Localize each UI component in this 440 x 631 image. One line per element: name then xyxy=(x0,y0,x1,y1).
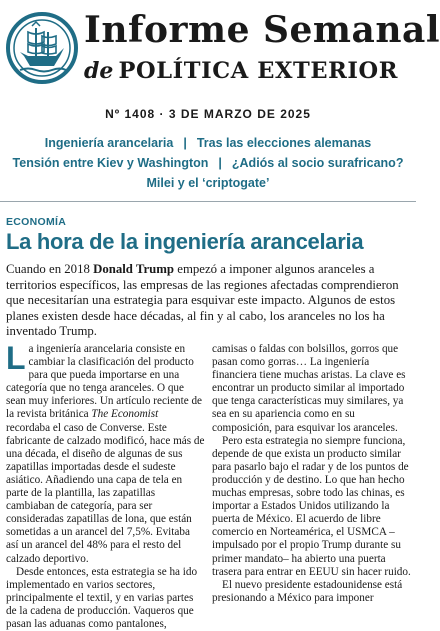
lead-text: Cuando en 2018 xyxy=(6,262,94,276)
masthead-title: Informe Semanal xyxy=(84,9,440,51)
article-paragraph: El nuevo presidente estadounidense está presionando a México para imponer xyxy=(212,578,403,604)
toc-link-ingenieria[interactable]: Ingeniería arancelaria xyxy=(44,136,174,150)
toc-row xyxy=(0,136,416,150)
toc-separator: | xyxy=(218,156,222,170)
article-paragraph: camisas o faldas con bolsillos, gorros que pasan como gorras… La ingeniería financiera tiene muchas aristas. La clave es encontrar un producto similar al importado que tenga características muy similares, ya sea en su apariencia como en su composición, para esquivar los aranceles. xyxy=(212,343,406,434)
lead-name: Donald Trump xyxy=(93,262,175,276)
toc-link-alemania[interactable]: Tras las elecciones alemanas xyxy=(196,136,372,150)
article-lead xyxy=(6,262,412,340)
ship-emblem-icon xyxy=(6,12,78,84)
table-of-contents xyxy=(0,126,416,202)
paragraph-text: a ingeniería arancelaria consiste en cambiar la clasificación del producto para que pueda importarse en una categoría que no tenga aranceles. O que sean muy inferiores. Un artículo reciente de la revista británica xyxy=(6,343,203,421)
article-column-right xyxy=(212,343,411,605)
article-paragraph: Pero esta estrategia no siempre funciona, depende de que exista un producto similar para pasarlo bajo el radar y de los puntos de producción y de destino. Lo que han hecho muchas empresas, sobre todo las chinas, es importar a Estados Unidos utilizando la puerta de México. El acuerdo de libre comercio en Norteamérica, el USMCA –impulsado por el propio Trump durante su primer mandato– ha abierto una puerta trasera para entrar en EEUU sin hacer ruido. xyxy=(212,434,411,578)
paragraph-text: recordaba el caso de Converse. Este fabricante de calzado modificó, hace más de una década, el diseño de algunas de sus zapatillas importadas desde el sudeste asiático. Añadiendo una capa de tela en parte de la plantilla, las zapatillas cambiaban de categoría, para ser consideradas zapatillas de lona, que están sometidas a un arancel del 7,5%. Evitaba así un arancel del 48% para el resto del calzado deportivo. xyxy=(6,421,205,565)
article-headline: La hora de la ingeniería arancelaria xyxy=(6,229,364,254)
issue-number-date: Nº 1408 · 3 DE MARZO DE 2025 xyxy=(105,107,311,121)
toc-row xyxy=(0,176,416,190)
toc-row xyxy=(0,156,416,170)
toc-link-kiev-washington[interactable]: Tensión entre Kiev y Washington xyxy=(12,156,209,170)
masthead xyxy=(0,0,440,98)
article-paragraph xyxy=(6,340,205,566)
toc-link-milei[interactable]: Milei y el ‘criptogate’ xyxy=(146,176,270,190)
publication-name: The Economist xyxy=(91,408,159,421)
toc-separator: | xyxy=(183,136,187,150)
lead-text: empezó a imponer algunos aranceles a territorios específicos, las empresas de las regiones afectadas comprendieron que necesitarían una estrategia para esquivar este impacto. Algunos de estos planes existen desde hace décadas, al fin y al cabo, los aranceles no los ha inventado Trump. xyxy=(6,262,399,339)
drop-cap: L xyxy=(6,340,26,376)
article-paragraph: Desde entonces, esta estrategia se ha ido implementado en varios sectores, principalmente el textil, y en varias partes de la cadena de producción. Vaqueros que pasan las aduanas como pantalones, xyxy=(6,565,198,630)
masthead-subtitle-de: de xyxy=(84,58,114,84)
section-label: ECONOMÍA xyxy=(6,216,67,228)
masthead-subtitle xyxy=(84,56,398,88)
toc-link-surafrica[interactable]: ¿Adiós al socio surafricano? xyxy=(231,156,404,170)
article-column-left xyxy=(6,340,205,631)
masthead-subtitle-main: POLÍTICA EXTERIOR xyxy=(118,58,399,84)
